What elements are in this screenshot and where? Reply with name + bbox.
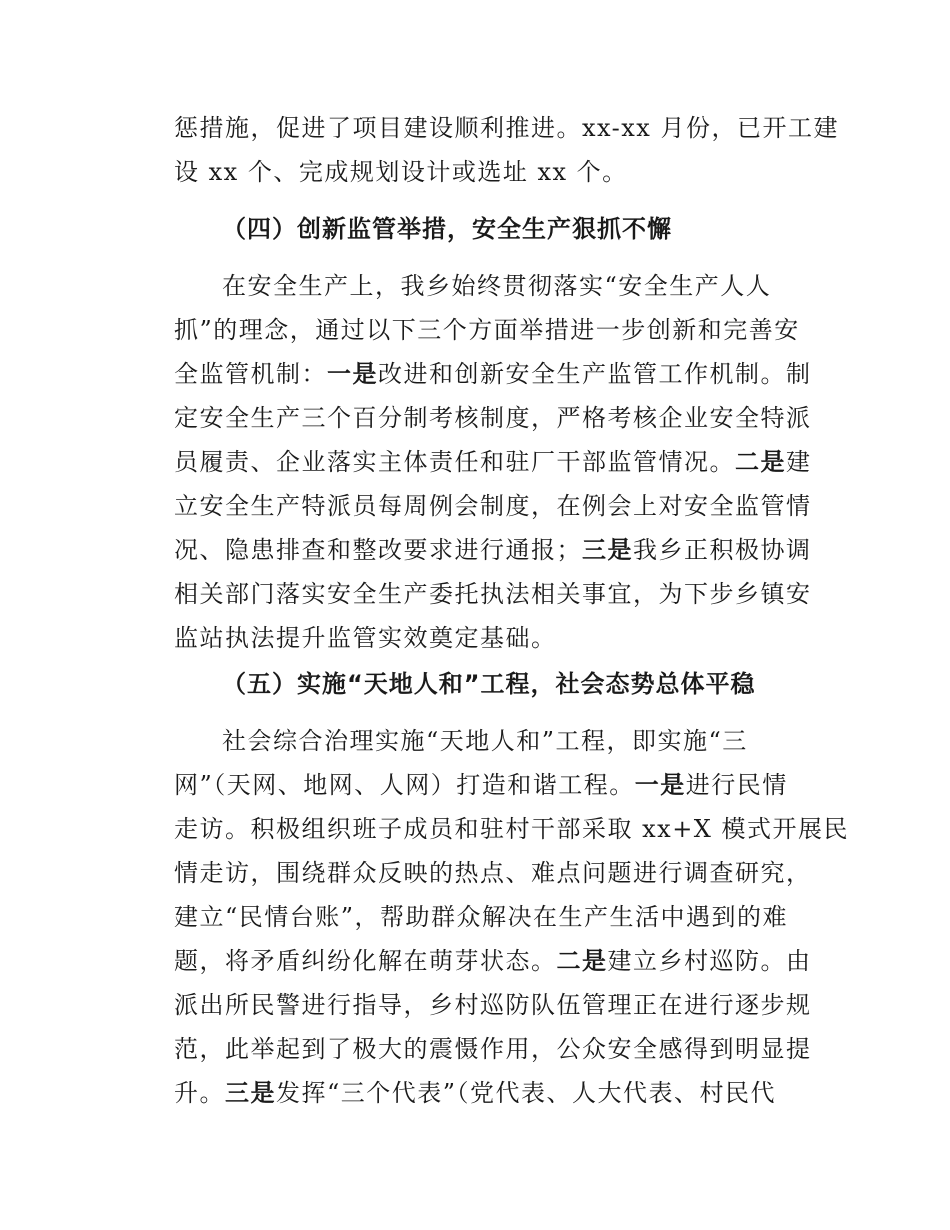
paragraph-line: 设 xx 个、完成规划设计或选址 xx 个。 bbox=[174, 158, 628, 186]
bold-marker: 三是 bbox=[225, 1079, 276, 1107]
paragraph-line bbox=[174, 535, 814, 565]
bold-marker: 三是 bbox=[582, 536, 633, 564]
paragraph-line: 情走访，围绕群众反映的热点、难点问题进行调查研究， bbox=[174, 859, 812, 887]
paragraph-line: 派出所民警进行指导，乡村巡防队伍管理正在进行逐步规 bbox=[174, 991, 812, 1019]
text-run: 改进和创新安全生产监管工作机制。制 bbox=[378, 360, 812, 388]
text-run: 况、隐患排查和整改要求进行通报； bbox=[174, 536, 582, 564]
text-run: 发挥“三个代表”（党代表、人大代表、村民代 bbox=[276, 1079, 777, 1107]
paragraph-line: 走访。积极组织班子成员和驻村干部采取 xx+X 模式开展民 bbox=[174, 815, 850, 843]
text-run: 我乡正积极协调 bbox=[633, 536, 812, 564]
paragraph-line bbox=[174, 359, 814, 389]
bold-marker: 二是 bbox=[735, 448, 786, 476]
paragraph-line bbox=[174, 770, 814, 800]
text-run: 进行民情 bbox=[685, 771, 788, 799]
text-run: 员履责、企业落实主体责任和驻厂干部监管情况。 bbox=[174, 448, 735, 476]
text-run: 题，将矛盾纠纷化解在萌芽状态。 bbox=[174, 947, 557, 975]
paragraph-line bbox=[174, 447, 814, 477]
paragraph-line bbox=[174, 1078, 814, 1108]
bold-marker: 一是 bbox=[327, 360, 378, 388]
text-run: 全监管机制： bbox=[174, 360, 327, 388]
paragraph-line bbox=[174, 946, 814, 976]
paragraph-line: 定安全生产三个百分制考核制度，严格考核企业安全特派 bbox=[174, 404, 812, 432]
paragraph-line: 立安全生产特派员每周例会制度，在例会上对安全监管情 bbox=[174, 492, 812, 520]
bold-marker: 一是 bbox=[634, 771, 686, 799]
paragraph-line: 监站执法提升监管实效奠定基础。 bbox=[174, 624, 557, 652]
text-run: 网”（天网、地网、人网）打造和谐工程。 bbox=[174, 771, 635, 799]
paragraph-line: 相关部门落实安全生产委托执法相关事宜，为下步乡镇安 bbox=[174, 580, 812, 608]
paragraph-line: 惩措施，促进了项目建设顺利推进。xx-xx 月份，已开工建 bbox=[174, 114, 839, 142]
paragraph-line: 在安全生产上，我乡始终贯彻落实“安全生产人人 bbox=[222, 272, 772, 300]
paragraph-line: 抓”的理念，通过以下三个方面举措进一步创新和完善安 bbox=[174, 316, 800, 344]
paragraph-line: 范，此举起到了极大的震慑作用，公众安全感得到明显提 bbox=[174, 1035, 812, 1063]
text-run: 建 bbox=[786, 448, 812, 476]
paragraph-line: 建立“民情台账”，帮助群众解决在生产生活中遇到的难 bbox=[174, 903, 789, 931]
section-heading-4: （四）创新监管举措，安全生产狠抓不懈 bbox=[222, 215, 672, 243]
bold-marker: 二是 bbox=[556, 947, 608, 975]
section-heading-5: （五）实施“天地人和”工程，社会态势总体平稳 bbox=[222, 670, 756, 698]
text-run: 建立乡村巡防。由 bbox=[607, 947, 812, 975]
paragraph-line: 社会综合治理实施“天地人和”工程，即实施“三 bbox=[222, 727, 748, 755]
text-run: 升。 bbox=[174, 1079, 225, 1107]
